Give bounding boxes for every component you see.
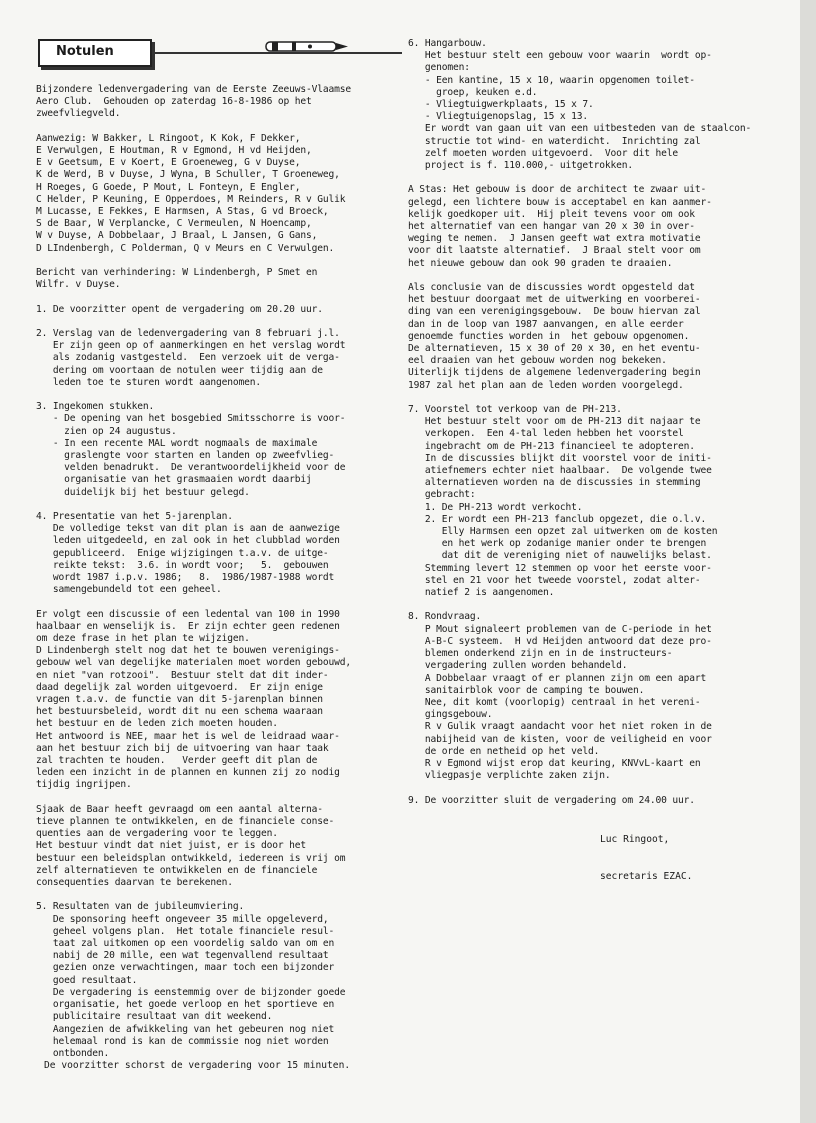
text-line: en het werk op zodanige manier onder te brengen	[408, 538, 707, 550]
left-column	[36, 84, 396, 1060]
text-line: De vergadering is eenstemmig over de bijzonder goede	[36, 986, 346, 998]
text-line: 2. Verslag van de ledenvergadering van 8 februari j.l.	[36, 328, 340, 339]
text-line	[36, 499, 396, 511]
text-line: Uiterlijk tijdens de algemene ledenvergadering begin	[408, 367, 701, 379]
text-line	[36, 389, 396, 401]
closing-line: De voorzitter schorst de vergadering voor 15 minuten.	[44, 1060, 351, 1071]
text-line: - Een kantine, 15 x 10, waarin opgenomen toilet-	[408, 74, 695, 86]
text-line	[36, 121, 396, 133]
text-line: Bericht van verhindering: W Lindenbergh, P Smet en	[36, 267, 318, 279]
text-line: dering om voortaan de notulen weer tijdig aan de	[36, 364, 323, 376]
text-line: gingsgebouw.	[408, 709, 493, 721]
text-line: 5. Resultaten van de jubileumviering.	[36, 901, 245, 913]
text-line	[408, 599, 788, 611]
text-line: vliegpasje verplichte zaken zijn.	[408, 770, 611, 782]
text-line: zal trachten te houden. Verder geeft dit plan de	[36, 755, 318, 767]
text-line: De sponsoring heeft ongeveer 35 mille opgeleverd,	[36, 913, 329, 925]
text-line: Het bestuur stelt voor om de PH-213 dit najaar te	[408, 416, 701, 428]
text-line: Er wordt van gaan uit van een uitbesteden van de staalcon-	[408, 123, 752, 135]
text-line: Wilfr. v Duyse.	[36, 279, 121, 291]
text-line: S de Baar, W Verplancke, C Vermeulen, N Hoencamp,	[36, 218, 312, 230]
text-line: organisatie, het goede verloop en het sportieve en	[36, 999, 335, 1011]
text-line: Elly Harmsen een opzet zal uitwerken om de kosten	[408, 526, 718, 538]
text-line: het alternatief van een hangar van 20 x 30 in over-	[408, 221, 695, 233]
text-line: organisatie van het grasmaaien wordt daarbij	[36, 474, 312, 486]
text-line: 1987 zal het plan aan de leden worden voorgelegd.	[408, 379, 684, 391]
text-line: Nee, dit komt (voorlopig) centraal in het vereni-	[408, 696, 701, 708]
text-line: zelf moeten worden uitgevoerd. Voor dit hele	[408, 147, 679, 159]
text-line: De volledige tekst van dit plan is aan de aanwezige	[36, 523, 340, 535]
text-line: helemaal rond is kan de commissie nog niet worden	[36, 1035, 329, 1047]
text-line: Aanwezig: W Bakker, L Ringoot, K Kok, F Dekker,	[36, 132, 301, 144]
text-line: quenties aan de vergadering voor te leggen.	[36, 828, 278, 840]
text-line: Stemming levert 12 stemmen op voor het eerste voor-	[408, 562, 712, 574]
text-line: W v Duyse, A Dobbelaar, J Braal, L Jansen, G Gans,	[36, 230, 318, 242]
text-line: zelf alternatieven te ontwikkelen en de financiele	[36, 864, 318, 876]
text-line: voor dit laatste alternatief. J Braal stelt voor om	[408, 245, 701, 257]
right-column	[408, 38, 788, 807]
text-line: - Vliegtuigwerkplaats, 15 x 7.	[408, 99, 594, 111]
pen-icon	[262, 36, 352, 58]
text-line	[408, 392, 788, 404]
text-line: natief 2 is aangenomen.	[408, 587, 555, 599]
text-line	[36, 596, 396, 608]
text-line: vergadering zullen worden behandeld.	[408, 660, 628, 672]
text-line: Er volgt een discussie of een ledental van 100 in 1990	[36, 608, 340, 620]
text-line: graslengte voor starten en landen op zweefvlieg-	[36, 450, 335, 462]
text-line: daad degelijk zal worden uitgevoerd. Er zijn enige	[36, 681, 323, 693]
text-line: 1. De PH-213 wordt verkocht.	[408, 501, 583, 513]
text-line: ding van een verenigingsgebouw. De bouw hiervan zal	[408, 306, 701, 318]
text-line	[36, 291, 396, 303]
page-edge	[800, 0, 816, 1123]
text-line: 1. De voorzitter opent de vergadering om 20.20 uur.	[36, 303, 323, 315]
text-line: de orde en netheid op het veld.	[408, 745, 600, 757]
text-line: goed resultaat.	[36, 974, 138, 986]
text-line: 8. Rondvraag.	[408, 611, 482, 623]
text-line: stel en 21 voor het tweede voorstel, zodat alter-	[408, 574, 701, 586]
text-line	[408, 270, 788, 282]
text-line: A Dobbelaar vraagt of er plannen zijn om een apart	[408, 672, 707, 684]
text-line	[36, 889, 396, 901]
text-line: leden toe te sturen wordt aangenomen.	[36, 376, 262, 388]
text-line: aan het bestuur zich bij de uitvoering van haar taak	[36, 742, 329, 754]
text-line: ontbonden.	[36, 1047, 110, 1059]
text-line: verkopen. Een 4-tal leden hebben het voorstel	[408, 428, 684, 440]
text-line: K de Werd, B v Duyse, J Wyna, B Schuller, T Groeneweg,	[36, 169, 340, 181]
text-line: nabij de 20 mille, een wat tegenvallend resultaat	[36, 950, 329, 962]
text-line: dat dit de vereniging niet of nauwelijks belast.	[408, 550, 712, 562]
text-line: Het bestuur vindt dat niet juist, er is door het	[36, 840, 307, 852]
text-line: 9. De voorzitter sluit de vergadering om 24.00 uur.	[408, 794, 695, 806]
text-line: - In een recente MAL wordt nogmaals de maximale	[36, 437, 318, 449]
text-line: leden een inzicht in de plannen en kunnen zij zo nodig	[36, 767, 340, 779]
text-line: het nieuwe gebouw dan ook 90 graden te draaien.	[408, 257, 673, 269]
text-line: ingebracht om de PH-213 financieel te adopteren.	[408, 440, 695, 452]
text-line: leden uitgedeeld, en zal ook in het clubblad worden	[36, 535, 340, 547]
text-line: duidelijk bij het bestuur gelegd.	[36, 486, 250, 498]
text-line: groep, keuken e.d.	[408, 86, 538, 98]
text-line: A Stas: Het gebouw is door de architect te zwaar uit-	[408, 184, 707, 196]
text-line: het bestuursbeleid, wordt dit nu een schema waaraan	[36, 706, 323, 718]
text-line: - De opening van het bosgebied Smitsschorre is voor-	[36, 413, 346, 425]
text-line: het bestuur doorgaat met de uitwerking en voorberei-	[408, 294, 701, 306]
text-line: Aangezien de afwikkeling van het gebeuren nog niet	[36, 1023, 335, 1035]
text-line: Er zijn geen op of aanmerkingen en het verslag wordt	[36, 340, 346, 352]
text-line: E v Geetsum, E v Koert, E Groeneweg, G v Duyse,	[36, 157, 301, 169]
text-line: kelijk goedkoper uit. Hij pleit tevens voor om ook	[408, 208, 695, 220]
text-line: als zodanig vastgesteld. Een verzoek uit de verga-	[36, 352, 340, 364]
text-line: om deze frase in het plan te wijzigen.	[36, 633, 250, 645]
text-line: bestuur een beleidsplan ontwikkeld, iedereen is vrij om	[36, 852, 346, 864]
text-line: D Lindenbergh stelt nog dat het te bouwen verenigings-	[36, 645, 340, 657]
text-line: samengebundeld tot een geheel.	[36, 584, 222, 596]
text-line: Aero Club. Gehouden op zaterdag 16-8-1986 op het	[36, 96, 312, 108]
text-line: 7. Voorstel tot verkoop van de PH-213.	[408, 404, 622, 416]
text-line: geheel volgens plan. Het totale financiele resul-	[36, 925, 335, 937]
text-line: publicitaire resultaat van dit weekend.	[36, 1011, 273, 1023]
text-line: het bestuur en de leden zich moeten houden.	[36, 718, 278, 730]
text-line: genoemde functies worden in het gebouw opgenomen.	[408, 330, 690, 342]
text-line	[36, 316, 396, 328]
text-line: wordt 1987 i.p.v. 1986; 8. 1986/1987-1988 wordt	[36, 572, 335, 584]
text-line	[36, 792, 396, 804]
text-line: zweefvliegveld.	[36, 108, 121, 120]
text-line: consequenties daarvan te berekenen.	[36, 877, 233, 889]
text-line: gelegd, een lichtere bouw is acceptabel en kan aanmer-	[408, 196, 712, 208]
text-line: 2. Er wordt een PH-213 fanclub opgezet, die o.l.v.	[408, 513, 707, 525]
text-line: E Verwulgen, E Houtman, R v Egmond, H vd Heijden,	[36, 145, 312, 156]
section-title: Notulen	[56, 44, 114, 59]
text-line: 3. Ingekomen stukken.	[36, 401, 155, 413]
text-line: gebouw wel van degelijke materialen moet worden gebouwd,	[36, 657, 352, 669]
text-line	[408, 172, 788, 184]
text-line: taat zal uitkomen op een voordelig saldo van om en	[36, 938, 335, 950]
text-line: weging te nemen. J Jansen geeft wat extra motivatie	[408, 233, 701, 245]
text-line: atiefnemers echter niet haalbaar. De volgende twee	[408, 465, 712, 477]
text-line: nabijheid van de kisten, voor de veiligheid en voor	[408, 733, 712, 745]
text-line: 6. Hangarbouw.	[408, 38, 487, 49]
text-line: Het antwoord is NEE, maar het is wel de leidraad waar-	[36, 730, 340, 742]
text-line: en niet "van rotzooi". Bestuur stelt dat dit inder-	[36, 669, 329, 681]
text-line: reikte tekst: 3.6. in wordt voor; 5. gebouwen	[36, 559, 329, 571]
text-line	[408, 782, 788, 794]
signature-role: secretaris EZAC.	[600, 871, 693, 883]
text-line: Sjaak de Baar heeft gevraagd om een aantal alterna-	[36, 803, 323, 815]
text-line: De alternatieven, 15 x 30 of 20 x 30, en het eventu-	[408, 343, 701, 355]
text-line: dan in de loop van 1987 aanvangen, en alle eerder	[408, 318, 684, 330]
text-line: vragen t.a.v. de functie van dit 5-jarenplan binnen	[36, 694, 323, 706]
text-line: H Roeges, G Goede, P Mout, L Fonteyn, E Engler,	[36, 181, 301, 193]
text-line: alternatieven worden na de discussies in stemming	[408, 477, 701, 489]
text-line: eel draaien van het gebouw worden nog bekeken.	[408, 355, 667, 367]
text-line: D LIndenbergh, C Polderman, Q v Meurs en C Verwulgen.	[36, 242, 335, 254]
text-line: - Vliegtuigenopslag, 15 x 13.	[408, 111, 589, 123]
text-line: Als conclusie van de discussies wordt opgesteld dat	[408, 282, 695, 294]
text-line: gebracht:	[408, 489, 476, 501]
text-line	[36, 255, 396, 267]
text-line: R v Egmond wijst erop dat keuring, KNVvL-kaart en	[408, 757, 701, 769]
text-line: tijdig ingrijpen.	[36, 779, 132, 791]
section-header	[38, 39, 152, 67]
text-line: P Mout signaleert problemen van de C-periode in het	[408, 623, 712, 635]
text-line: Het bestuur stelt een gebouw voor waarin wordt op-	[408, 50, 712, 62]
text-line: gepubliceerd. Enige wijzigingen t.a.v. de uitge-	[36, 547, 329, 559]
signature-name: Luc Ringoot,	[600, 834, 670, 846]
text-line: A-B-C systeem. H vd Heijden antwoord dat deze pro-	[408, 635, 712, 647]
text-line: R v Gulik vraagt aandacht voor het niet roken in de	[408, 721, 712, 733]
signature-block	[600, 810, 692, 895]
text-line: sanitairblok voor de camping te bouwen.	[408, 684, 645, 696]
text-line: haalbaar en wenselijk is. Er zijn echter geen redenen	[36, 620, 340, 632]
text-line: C Helder, P Keuning, E Opperdoes, M Reinders, R v Gulik	[36, 193, 346, 205]
text-line: project is f. 110.000,- uitgetrokken.	[408, 160, 634, 172]
text-line: velden benadrukt. De verantwoordelijkheid voor de	[36, 462, 346, 474]
text-line: gezien onze verwachtingen, maar toch een bijzonder	[36, 962, 335, 974]
text-line: Bijzondere ledenvergadering van de Eerste Zeeuws-Vlaamse	[36, 84, 352, 95]
text-line: genomen:	[408, 62, 470, 74]
text-line: blemen onderkend zijn en in de instructeurs-	[408, 648, 673, 660]
text-line: tieve plannen te ontwikkelen, en de financiele conse-	[36, 816, 335, 828]
text-line: zien op 24 augustus.	[36, 425, 177, 437]
text-line: 4. Presentatie van het 5-jarenplan.	[36, 511, 233, 523]
text-line: In de discussies blijkt dit voorstel voor de initi-	[408, 452, 712, 464]
text-line: M Lucasse, E Fekkes, E Harmsen, A Stas, G vd Broeck,	[36, 206, 329, 218]
text-line: structie tot wind- en waterdicht. Inrichting zal	[408, 135, 701, 147]
